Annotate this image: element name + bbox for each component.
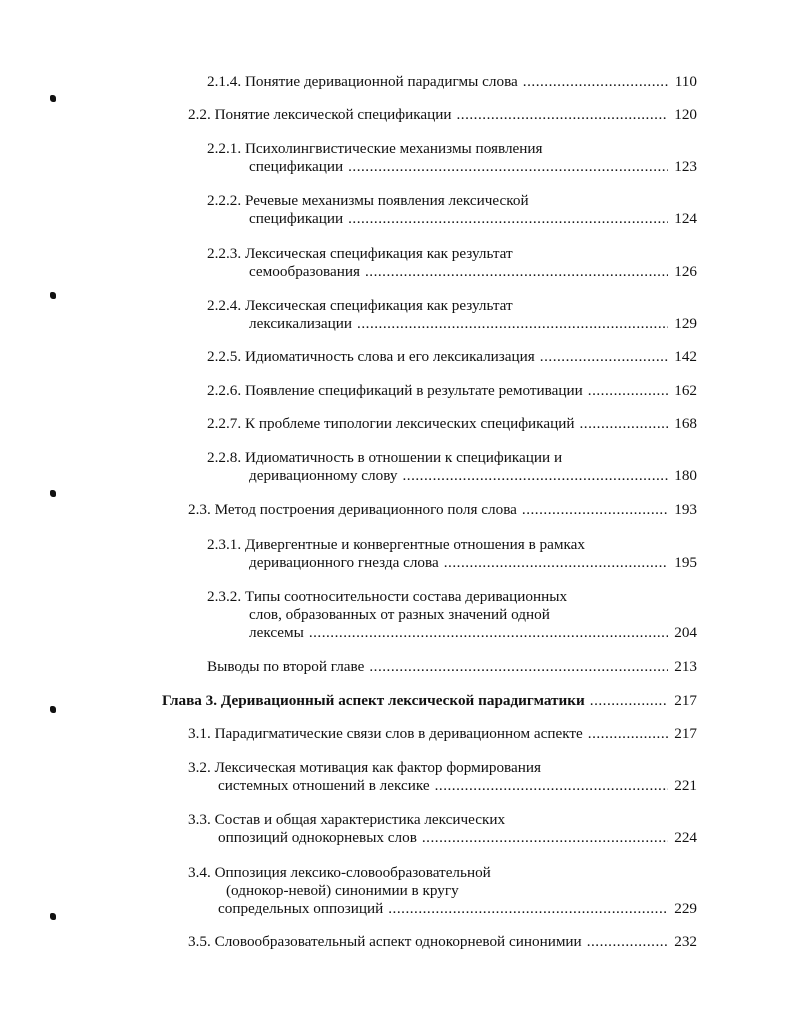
toc-entry-title-continued: оппозиций однокорневых слов [218,829,417,846]
toc-entry-number: 2.2.5. [207,348,242,365]
toc-page-number: 126 [674,263,697,280]
toc-entry-title: Речевые механизмы появления лексической [244,192,529,209]
toc-leader-dots [579,415,668,433]
toc-page-number: 224 [674,829,697,846]
toc-page-number: 229 [674,900,697,917]
binding-hole-mark [50,292,56,299]
toc-page-number: 232 [674,933,697,950]
toc-entry[interactable] [188,725,697,743]
toc-entry-title: Появление спецификаций в результате ремотивации [244,382,583,399]
toc-page-number: 204 [674,624,697,641]
toc-entry-title: Понятие деривационной парадигмы слова [244,73,518,90]
toc-page-number: 180 [674,467,697,484]
toc-entry-title: Оппозиция лексико-словообразовательной [214,864,491,881]
toc-page-number: 124 [674,210,697,227]
toc-entry-number: 2.2. [188,106,211,123]
toc-entry[interactable] [207,297,697,333]
toc-entry-title-continued: сопредельных оппозиций [218,900,384,917]
toc-entry-number: 2.3.2. [207,588,242,605]
toc-entry-title: Понятие лексической спецификации [214,106,452,123]
toc-entry[interactable] [207,415,697,433]
toc-entry-title: Дивергентные и конвергентные отношения в рамках [244,536,585,553]
toc-leader-dots [444,554,668,572]
toc-entry-number: 2.2.1. [207,140,242,157]
toc-leader-dots [357,315,668,333]
toc-entry-number: 2.2.4. [207,297,242,314]
toc-entry[interactable] [207,536,697,572]
toc-entry[interactable] [207,449,697,485]
toc-page-number: 213 [674,658,697,675]
toc-entry-title-continued: семообразования [249,263,360,280]
binding-hole-mark [50,706,56,713]
toc-page-number: 168 [674,415,697,432]
toc-leader-dots [388,900,668,918]
toc-leader-dots [365,263,668,281]
toc-page-number: 193 [674,501,697,518]
toc-chapter-title: Глава 3. Деривационный аспект лексической парадигматики [162,692,585,709]
toc-leader-dots [348,158,668,176]
toc-entry-title: Идиоматичность слова и его лексикализация [244,348,535,365]
toc-chapter-entry[interactable] [162,692,697,710]
toc-leader-dots [540,348,668,366]
toc-entry[interactable] [207,588,697,642]
toc-entry[interactable] [207,140,697,176]
binding-hole-mark [50,913,56,920]
toc-leader-dots [422,829,668,847]
toc-entry-title-continued: (однокор-невой) синонимии в кругу [226,882,459,899]
toc-leader-dots [522,501,668,519]
toc-entry[interactable] [207,658,697,676]
toc-page-number: 110 [674,73,697,90]
toc-entry-number: 2.2.2. [207,192,242,209]
toc-leader-dots [588,382,668,400]
toc-entry-title: Идиоматичность в отношении к спецификации и [244,449,563,466]
toc-leader-dots [402,467,668,485]
toc-leader-dots [590,692,668,710]
toc-entry-title: Метод построения деривационного поля слова [214,501,517,518]
toc-entry[interactable] [207,348,697,366]
toc-entry-title-continued: системных отношений в лексике [218,777,430,794]
toc-leader-dots [523,73,668,91]
toc-entry-title-continued: деривационного гнезда слова [249,554,439,571]
toc-entry-title-continued: слов, образованных от разных значений одной [249,606,550,623]
toc-entry[interactable] [207,245,697,281]
toc-leader-dots [369,658,668,676]
toc-entry-number: 3.1. [188,725,211,742]
toc-entry-number: 2.2.3. [207,245,242,262]
toc-page-number: 120 [674,106,697,123]
binding-hole-mark [50,95,56,102]
toc-entry[interactable] [188,811,697,847]
toc-leader-dots [588,725,668,743]
toc-entry-title: К проблеме типологии лексических спецификаций [244,415,575,432]
toc-entry-title-continued: спецификации [249,210,344,227]
toc-entry-number: 2.3. [188,501,211,518]
toc-page-number: 142 [674,348,697,365]
toc-entry-number: 2.3.1. [207,536,242,553]
binding-hole-mark [50,490,56,497]
toc-entry-title: Словообразовательный аспект однокорневой синонимии [214,933,582,950]
toc-entry-title-continued: деривационному слову [249,467,398,484]
toc-entry[interactable] [207,382,697,400]
toc-entry-number: 2.2.6. [207,382,242,399]
toc-leader-dots [348,210,668,228]
toc-leader-dots [435,777,668,795]
toc-entry[interactable] [207,73,697,91]
toc-page-number: 162 [674,382,697,399]
toc-entry-title: Лексическая спецификация как результат [244,297,513,314]
toc-entry-title: Лексическая мотивация как фактор формирования [214,759,541,776]
toc-page-number: 217 [674,725,697,742]
toc-leader-dots [456,106,668,124]
toc-entry-title: Психолингвистические механизмы появления [244,140,543,157]
toc-entry-number: 2.1.4. [207,73,242,90]
toc-entry-title: Состав и общая характеристика лексических [214,811,506,828]
toc-page-number: 195 [674,554,697,571]
toc-entry-number: 2.2.8. [207,449,242,466]
toc-entry-title-continued: лексемы [249,624,304,641]
toc-entry[interactable] [188,933,697,951]
toc-entry-number: 3.3. [188,811,211,828]
toc-entry-number: 2.2.7. [207,415,242,432]
toc-entry-title: Парадигматические связи слов в деривационном аспекте [214,725,583,742]
toc-entry-title: Типы соотносительности состава деривационных [244,588,568,605]
toc-entry[interactable] [188,106,697,124]
toc-entry[interactable] [207,192,697,228]
toc-entry-number: 3.5. [188,933,211,950]
toc-entry[interactable] [188,759,697,795]
toc-entry-title: Лексическая спецификация как результат [244,245,513,262]
toc-entry-title-continued: спецификации [249,158,344,175]
toc-entry-title-continued: лексикализации [249,315,353,332]
toc-leader-dots [587,933,668,951]
toc-page-number: 129 [674,315,697,332]
toc-leader-dots [309,624,668,642]
toc-page-number: 123 [674,158,697,175]
toc-entry[interactable] [188,864,697,918]
toc-page-number: 217 [674,692,697,709]
toc-entry-number: 3.4. [188,864,211,881]
toc-entry[interactable] [188,501,697,519]
toc-entry-title: Выводы по второй главе [207,658,365,675]
toc-page-number: 221 [674,777,697,794]
toc-entry-number: 3.2. [188,759,211,776]
